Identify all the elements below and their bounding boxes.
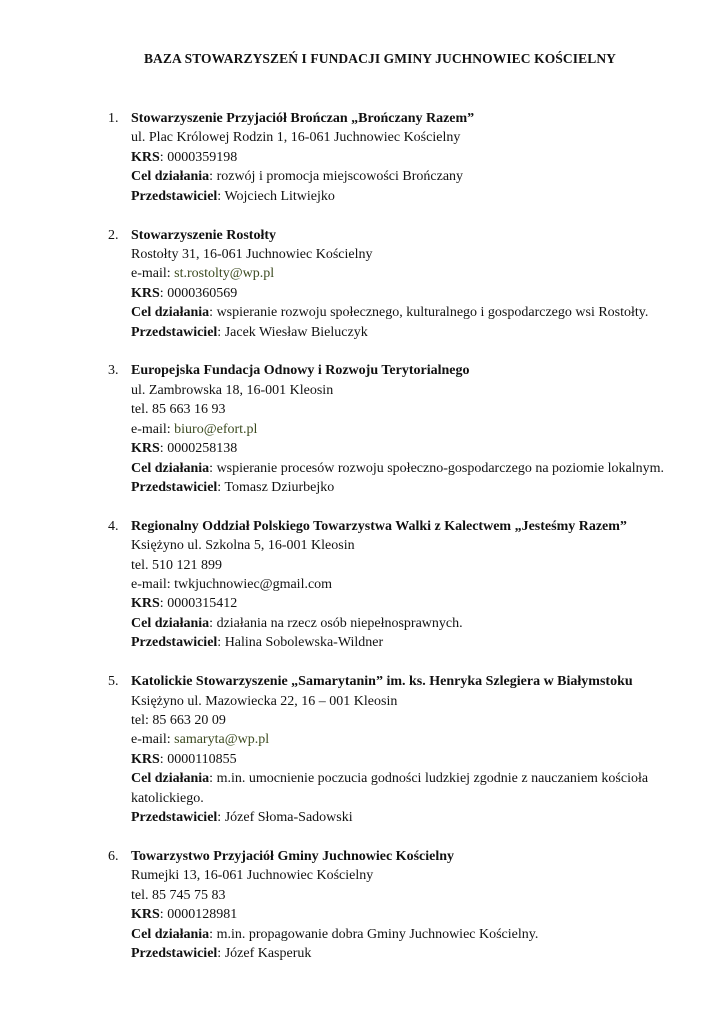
entry-number: 3. [108,363,119,379]
goal-label: Cel działania [131,926,210,942]
krs-value: 0000360569 [167,285,238,301]
krs-value: 0000359198 [167,149,238,165]
organization-name: Stowarzyszenie Rostołty [131,227,277,243]
goal-value: wspieranie procesów rozwoju społeczno-gospodarczego na poziomie lokalnym. [216,460,665,476]
phone-line: tel. 85 663 16 93 [131,402,226,418]
email-line [108,264,688,283]
email-link[interactable]: st.rostolty@wp.pl [174,266,275,282]
representative-label: Przedstawiciel [131,479,218,495]
representative-label: Przedstawiciel [131,188,218,204]
krs-label: KRS [131,441,160,457]
krs-value: 0000315412 [167,596,238,612]
representative-line: Przedstawiciel: Jacek Wiesław Bieluczyk [131,324,368,340]
email-line: e-mail: twkjuchnowiec@gmail.com [131,577,333,593]
krs-line: KRS: 0000360569 [131,285,238,301]
entry-number: 1. [108,111,119,126]
krs-line: KRS: 0000315412 [131,596,238,612]
krs-value: 0000110855 [167,751,237,767]
organization-entry-6 [108,847,688,963]
email-prefix: e-mail: [131,732,175,748]
organization-list [108,109,688,983]
representative-label: Przedstawiciel [131,945,218,961]
goal-line: Cel działania: działania na rzecz osób niepełnosprawnych. [131,615,463,631]
representative-value: Jacek Wiesław Bieluczyk [224,324,368,340]
goal-line: Cel działania: wspieranie rozwoju społecznego, kulturalnego i gospodarczego wsi Rostołty. [131,305,649,321]
organization-address: Księżyno ul. Mazowiecka 22, 16 – 001 Kleosin [131,693,398,709]
goal-label: Cel działania [131,305,210,321]
email-link[interactable]: samaryta@wp.pl [174,732,270,748]
organization-address: Rumejki 13, 16-061 Juchnowiec Kościelny [131,868,374,884]
goal-label: Cel działania [131,460,210,476]
email-link[interactable]: biuro@efort.pl [174,421,258,437]
organization-address: ul. Zambrowska 18, 16-001 Kleosin [131,382,334,398]
representative-label: Przedstawiciel [131,635,218,651]
organization-name: Katolickie Stowarzyszenie „Samarytanin” im. ks. Henryka Szlegiera w Białymstoku [131,674,633,690]
krs-value: 0000258138 [167,441,238,457]
goal-value: wspieranie rozwoju społecznego, kulturalnego i gospodarczego wsi Rostołty. [216,305,649,321]
representative-value: Józef Kasperuk [224,945,312,961]
entry-number: 2. [108,227,119,243]
email-line [108,730,688,749]
goal-label: Cel działania [131,615,210,631]
phone-line: tel: 85 663 20 09 [131,712,226,728]
entry-number: 6. [108,848,119,864]
email-line [108,420,688,439]
representative-line: Przedstawiciel: Józef Słoma-Sadowski [131,810,353,825]
organization-address: Rostołty 31, 16-061 Juchnowiec Kościelny [131,246,373,262]
representative-label: Przedstawiciel [131,810,218,825]
krs-label: KRS [131,149,160,165]
email-prefix: e-mail: [131,421,175,437]
phone-line: tel. 510 121 899 [131,557,222,573]
representative-value: Halina Sobolewska-Wildner [224,635,384,651]
krs-label: KRS [131,596,160,612]
goal-label: Cel działania [131,771,210,787]
representative-value: Wojciech Litwiejko [224,188,335,204]
representative-line: Przedstawiciel: Wojciech Litwiejko [131,188,335,204]
organization-name: Europejska Fundacja Odnowy i Rozwoju Terytorialnego [131,363,470,379]
goal-line: Cel działania: m.in. umocnienie poczucia godności ludzkiej zgodnie z nauczaniem kościoła katolickiego. [131,771,649,806]
phone-line: tel. 85 745 75 83 [131,887,226,903]
goal-value: działania na rzecz osób niepełnosprawnych. [216,615,463,631]
krs-line: KRS: 0000128981 [131,907,238,923]
organization-name: Stowarzyszenie Przyjaciół Brończan „Brończany Razem” [131,111,475,126]
organization-name: Towarzystwo Przyjaciół Gminy Juchnowiec Kościelny [131,848,455,864]
organization-address: ul. Plac Królowej Rodzin 1, 16-061 Juchnowiec Kościelny [131,130,461,146]
goal-line: Cel działania: wspieranie procesów rozwoju społeczno-gospodarczego na poziomie lokalnym. [131,460,665,476]
goal-value: m.in. umocnienie poczucia godności ludzkiej zgodnie z nauczaniem kościoła katolickiego. [131,771,649,806]
representative-label: Przedstawiciel [131,324,218,340]
representative-line: Przedstawiciel: Halina Sobolewska-Wildner [131,635,384,651]
krs-line: KRS: 0000110855 [131,751,237,767]
representative-line: Przedstawiciel: Tomasz Dziurbejko [131,479,335,495]
organization-name: Regionalny Oddział Polskiego Towarzystwa Walki z Kalectwem „Jesteśmy Razem” [131,518,627,534]
document-title: BAZA STOWARZYSZEŃ I FUNDACJI GMINY JUCHNOWIEC KOŚCIELNY [143,51,617,66]
entry-number: 4. [108,518,119,534]
krs-label: KRS [131,285,160,301]
organization-entry-2 [108,226,688,342]
representative-line: Przedstawiciel: Józef Kasperuk [131,945,312,961]
goal-value: m.in. propagowanie dobra Gminy Juchnowiec Kościelny. [216,926,539,942]
krs-label: KRS [131,751,160,767]
krs-label: KRS [131,907,160,923]
goal-line: Cel działania: rozwój i promocja miejscowości Brończany [131,169,464,185]
representative-value: Józef Słoma-Sadowski [224,810,353,825]
email-prefix: e-mail: [131,266,175,282]
goal-label: Cel działania [131,169,210,185]
organization-entry-1 [108,109,688,206]
krs-value: 0000128981 [167,907,238,923]
organization-entry-5 [108,672,688,827]
goal-value: rozwój i promocja miejscowości Brończany [216,169,464,185]
organization-entry-3 [108,361,688,497]
organization-entry-4 [108,517,688,653]
goal-line: Cel działania: m.in. propagowanie dobra Gminy Juchnowiec Kościelny. [131,926,539,942]
krs-line: KRS: 0000359198 [131,149,238,165]
representative-value: Tomasz Dziurbejko [224,479,335,495]
krs-line: KRS: 0000258138 [131,441,238,457]
entry-number: 5. [108,674,119,690]
organization-address: Księżyno ul. Szkolna 5, 16-001 Kleosin [131,538,355,554]
